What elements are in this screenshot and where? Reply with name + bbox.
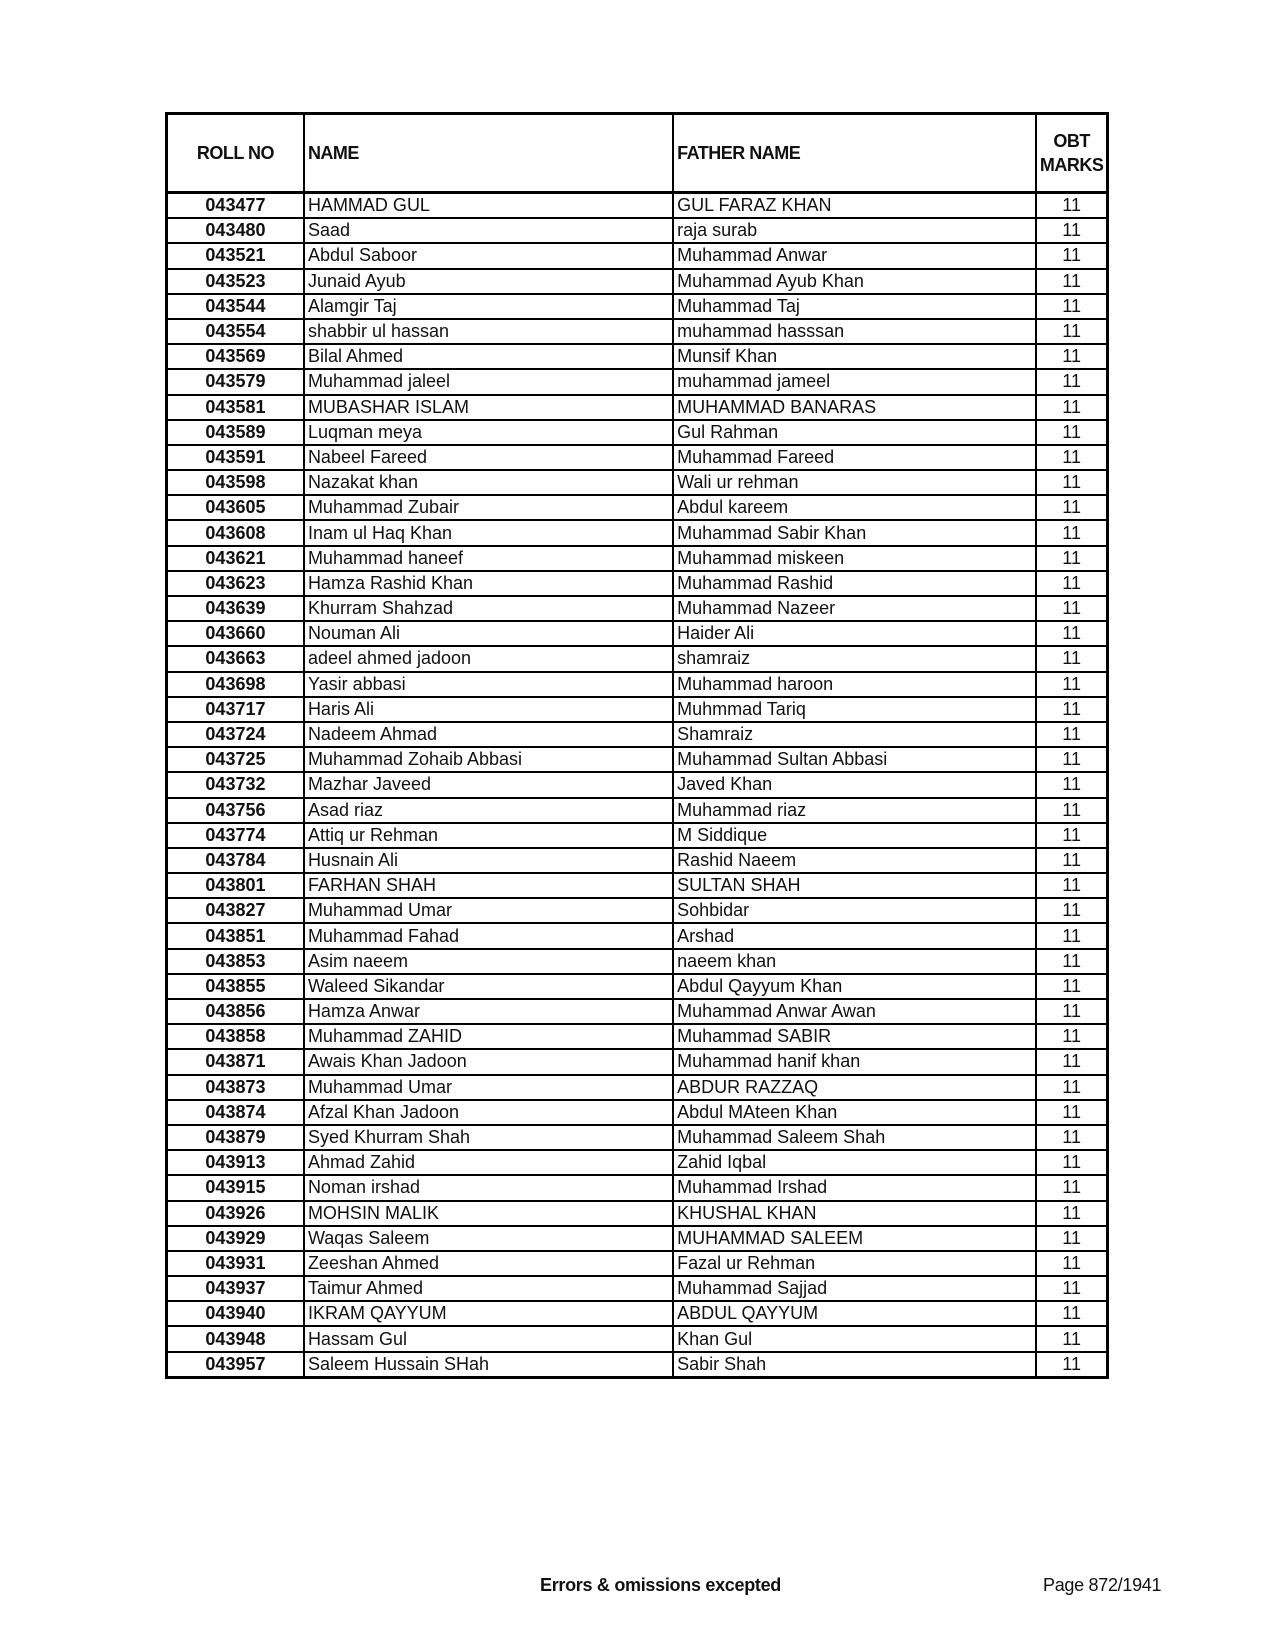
name-cell: Inam ul Haq Khan [304, 520, 673, 545]
roll-no-cell: 043477 [167, 193, 304, 219]
table-row [167, 1326, 1108, 1351]
table-row [167, 873, 1108, 898]
name-cell: Luqman meya [304, 420, 673, 445]
father-name-cell: Muhammad riaz [673, 798, 1036, 823]
name-cell: Muhammad Fahad [304, 923, 673, 948]
father-name-cell: muhammad hasssan [673, 319, 1036, 344]
obt-marks-cell: 11 [1036, 470, 1107, 495]
roll-no-cell: 043756 [167, 798, 304, 823]
table-row [167, 1276, 1108, 1301]
obt-marks-cell: 11 [1036, 949, 1107, 974]
father-name-cell: Muhammad miskeen [673, 546, 1036, 571]
table-row [167, 546, 1108, 571]
roll-no-cell: 043853 [167, 949, 304, 974]
obt-marks-cell: 11 [1036, 596, 1107, 621]
father-name-cell: Muhammad Sabir Khan [673, 520, 1036, 545]
father-name-cell: Zahid Iqbal [673, 1150, 1036, 1175]
obt-marks-cell: 11 [1036, 445, 1107, 470]
obt-marks-cell: 11 [1036, 823, 1107, 848]
name-cell: Muhammad Zubair [304, 495, 673, 520]
table-row [167, 1049, 1108, 1074]
roll-no-cell: 043544 [167, 294, 304, 319]
father-name-cell: Muhammad haroon [673, 672, 1036, 697]
roll-no-cell: 043589 [167, 420, 304, 445]
father-name-cell: Muhammad Anwar [673, 243, 1036, 268]
name-cell: Hassam Gul [304, 1326, 673, 1351]
obt-marks-cell: 11 [1036, 369, 1107, 394]
table-row [167, 1352, 1108, 1378]
header-obt-marks [1036, 114, 1107, 193]
obt-marks-cell: 11 [1036, 1201, 1107, 1226]
table-row [167, 923, 1108, 948]
table-row [167, 520, 1108, 545]
roll-no-cell: 043608 [167, 520, 304, 545]
table-row [167, 1226, 1108, 1251]
roll-no-cell: 043931 [167, 1251, 304, 1276]
table-row [167, 1075, 1108, 1100]
father-name-cell: KHUSHAL KHAN [673, 1201, 1036, 1226]
name-cell: Muhammad haneef [304, 546, 673, 571]
obt-marks-cell: 11 [1036, 395, 1107, 420]
obt-marks-cell: 11 [1036, 646, 1107, 671]
table-row [167, 823, 1108, 848]
obt-marks-cell: 11 [1036, 1150, 1107, 1175]
table-row [167, 798, 1108, 823]
roll-no-cell: 043663 [167, 646, 304, 671]
father-name-cell: GUL FARAZ KHAN [673, 193, 1036, 219]
obt-marks-cell: 11 [1036, 344, 1107, 369]
name-cell: Muhammad Umar [304, 898, 673, 923]
roll-no-cell: 043639 [167, 596, 304, 621]
table-row [167, 1125, 1108, 1150]
name-cell: Husnain Ali [304, 848, 673, 873]
father-name-cell: shamraiz [673, 646, 1036, 671]
father-name-cell: ABDUL QAYYUM [673, 1301, 1036, 1326]
father-name-cell: Muhammad Ayub Khan [673, 269, 1036, 294]
roll-no-cell: 043801 [167, 873, 304, 898]
roll-no-cell: 043858 [167, 1024, 304, 1049]
obt-marks-cell: 11 [1036, 1276, 1107, 1301]
table-row [167, 269, 1108, 294]
name-cell: Muhammad ZAHID [304, 1024, 673, 1049]
father-name-cell: raja surab [673, 218, 1036, 243]
obt-marks-cell: 11 [1036, 294, 1107, 319]
table-row [167, 1201, 1108, 1226]
obt-marks-cell: 11 [1036, 974, 1107, 999]
table-row [167, 294, 1108, 319]
name-cell: Bilal Ahmed [304, 344, 673, 369]
father-name-cell: Muhammad Rashid [673, 571, 1036, 596]
name-cell: Syed Khurram Shah [304, 1125, 673, 1150]
name-cell: Saad [304, 218, 673, 243]
name-cell: Muhammad Umar [304, 1075, 673, 1100]
father-name-cell: Arshad [673, 923, 1036, 948]
name-cell: Haris Ali [304, 697, 673, 722]
table-row [167, 218, 1108, 243]
obt-marks-cell: 11 [1036, 1125, 1107, 1150]
obt-marks-cell: 11 [1036, 520, 1107, 545]
roll-no-cell: 043621 [167, 546, 304, 571]
obt-marks-cell: 11 [1036, 621, 1107, 646]
roll-no-cell: 043698 [167, 672, 304, 697]
roll-no-cell: 043591 [167, 445, 304, 470]
name-cell: Junaid Ayub [304, 269, 673, 294]
name-cell: Noman irshad [304, 1175, 673, 1200]
father-name-cell: Sabir Shah [673, 1352, 1036, 1378]
obt-marks-cell: 11 [1036, 319, 1107, 344]
results-table [165, 112, 1109, 1379]
roll-no-cell: 043523 [167, 269, 304, 294]
father-name-cell: Muhammad Sajjad [673, 1276, 1036, 1301]
table-row [167, 722, 1108, 747]
roll-no-cell: 043717 [167, 697, 304, 722]
name-cell: Zeeshan Ahmed [304, 1251, 673, 1276]
roll-no-cell: 043915 [167, 1175, 304, 1200]
father-name-cell: Muhammad SABIR [673, 1024, 1036, 1049]
father-name-cell: Muhammad hanif khan [673, 1049, 1036, 1074]
roll-no-cell: 043874 [167, 1100, 304, 1125]
father-name-cell: Abdul Qayyum Khan [673, 974, 1036, 999]
obt-marks-cell: 11 [1036, 923, 1107, 948]
table-row [167, 319, 1108, 344]
obt-marks-cell: 11 [1036, 798, 1107, 823]
name-cell: Alamgir Taj [304, 294, 673, 319]
father-name-cell: Javed Khan [673, 772, 1036, 797]
name-cell: Taimur Ahmed [304, 1276, 673, 1301]
table-row [167, 344, 1108, 369]
father-name-cell: Rashid Naeem [673, 848, 1036, 873]
name-cell: Muhammad jaleel [304, 369, 673, 394]
roll-no-cell: 043725 [167, 747, 304, 772]
name-cell: Nabeel Fareed [304, 445, 673, 470]
obt-marks-cell: 11 [1036, 747, 1107, 772]
name-cell: Abdul Saboor [304, 243, 673, 268]
name-cell: adeel ahmed jadoon [304, 646, 673, 671]
footer-note: Errors & omissions excepted [540, 1575, 781, 1595]
table-row [167, 495, 1108, 520]
name-cell: Mazhar Javeed [304, 772, 673, 797]
father-name-cell: Muhammad Anwar Awan [673, 999, 1036, 1024]
obt-marks-cell: 11 [1036, 571, 1107, 596]
table-row [167, 772, 1108, 797]
obt-marks-cell: 11 [1036, 193, 1107, 219]
obt-marks-cell: 11 [1036, 672, 1107, 697]
roll-no-cell: 043581 [167, 395, 304, 420]
name-cell: Asim naeem [304, 949, 673, 974]
obt-marks-cell: 11 [1036, 495, 1107, 520]
name-cell: MOHSIN MALIK [304, 1201, 673, 1226]
table-row [167, 1175, 1108, 1200]
roll-no-cell: 043732 [167, 772, 304, 797]
obt-marks-cell: 11 [1036, 243, 1107, 268]
obt-marks-cell: 11 [1036, 269, 1107, 294]
father-name-cell: Fazal ur Rehman [673, 1251, 1036, 1276]
father-name-cell: SULTAN SHAH [673, 873, 1036, 898]
table-row [167, 672, 1108, 697]
obt-marks-cell: 11 [1036, 1226, 1107, 1251]
father-name-cell: Muhammad Irshad [673, 1175, 1036, 1200]
name-cell: Nadeem Ahmad [304, 722, 673, 747]
roll-no-cell: 043660 [167, 621, 304, 646]
name-cell: Waleed Sikandar [304, 974, 673, 999]
table-row [167, 621, 1108, 646]
table-row [167, 999, 1108, 1024]
name-cell: Afzal Khan Jadoon [304, 1100, 673, 1125]
table-row [167, 596, 1108, 621]
father-name-cell: Muhammad Saleem Shah [673, 1125, 1036, 1150]
name-cell: Hamza Anwar [304, 999, 673, 1024]
header-name: NAME [304, 114, 673, 193]
obt-marks-cell: 11 [1036, 1301, 1107, 1326]
table-row [167, 571, 1108, 596]
obt-marks-cell: 11 [1036, 1352, 1107, 1378]
obt-marks-cell: 11 [1036, 873, 1107, 898]
father-name-cell: M Siddique [673, 823, 1036, 848]
table-row [167, 697, 1108, 722]
table-row [167, 848, 1108, 873]
father-name-cell: Muhammad Sultan Abbasi [673, 747, 1036, 772]
name-cell: Asad riaz [304, 798, 673, 823]
header-roll-no: ROLL NO [167, 114, 304, 193]
roll-no-cell: 043598 [167, 470, 304, 495]
father-name-cell: Muhammad Fareed [673, 445, 1036, 470]
table-row [167, 974, 1108, 999]
father-name-cell: Haider Ali [673, 621, 1036, 646]
name-cell: Khurram Shahzad [304, 596, 673, 621]
header-row [167, 114, 1108, 193]
roll-no-cell: 043623 [167, 571, 304, 596]
page-number: Page 872/1941 [1043, 1575, 1162, 1595]
table-row [167, 243, 1108, 268]
roll-no-cell: 043554 [167, 319, 304, 344]
obt-marks-cell: 11 [1036, 1100, 1107, 1125]
roll-no-cell: 043873 [167, 1075, 304, 1100]
table-row [167, 369, 1108, 394]
header-father-name: FATHER NAME [673, 114, 1036, 193]
table-header [167, 114, 1108, 193]
father-name-cell: Abdul MAteen Khan [673, 1100, 1036, 1125]
roll-no-cell: 043521 [167, 243, 304, 268]
roll-no-cell: 043957 [167, 1352, 304, 1378]
roll-no-cell: 043579 [167, 369, 304, 394]
obt-marks-cell: 11 [1036, 722, 1107, 747]
roll-no-cell: 043827 [167, 898, 304, 923]
obt-marks-cell: 11 [1036, 420, 1107, 445]
roll-no-cell: 043851 [167, 923, 304, 948]
roll-no-cell: 043871 [167, 1049, 304, 1074]
obt-marks-cell: 11 [1036, 898, 1107, 923]
roll-no-cell: 043724 [167, 722, 304, 747]
obt-marks-cell: 11 [1036, 697, 1107, 722]
name-cell: Waqas Saleem [304, 1226, 673, 1251]
father-name-cell: Khan Gul [673, 1326, 1036, 1351]
table-row [167, 1150, 1108, 1175]
roll-no-cell: 043784 [167, 848, 304, 873]
father-name-cell: Wali ur rehman [673, 470, 1036, 495]
name-cell: Ahmad Zahid [304, 1150, 673, 1175]
table-row [167, 1100, 1108, 1125]
obt-marks-cell: 11 [1036, 848, 1107, 873]
father-name-cell: Sohbidar [673, 898, 1036, 923]
roll-no-cell: 043856 [167, 999, 304, 1024]
table-row [167, 193, 1108, 219]
father-name-cell: ABDUR RAZZAQ [673, 1075, 1036, 1100]
table-row [167, 420, 1108, 445]
table-row [167, 1251, 1108, 1276]
roll-no-cell: 043879 [167, 1125, 304, 1150]
roll-no-cell: 043913 [167, 1150, 304, 1175]
roll-no-cell: 043926 [167, 1201, 304, 1226]
name-cell: MUBASHAR ISLAM [304, 395, 673, 420]
obt-marks-cell: 11 [1036, 1024, 1107, 1049]
header-obt-marks-line2: MARKS [1039, 155, 1104, 175]
roll-no-cell: 043480 [167, 218, 304, 243]
obt-marks-cell: 11 [1036, 999, 1107, 1024]
roll-no-cell: 043569 [167, 344, 304, 369]
table-row [167, 747, 1108, 772]
name-cell: Hamza Rashid Khan [304, 571, 673, 596]
obt-marks-cell: 11 [1036, 1251, 1107, 1276]
name-cell: Muhammad Zohaib Abbasi [304, 747, 673, 772]
father-name-cell: Muhammad Taj [673, 294, 1036, 319]
name-cell: FARHAN SHAH [304, 873, 673, 898]
obt-marks-cell: 11 [1036, 1075, 1107, 1100]
header-obt-marks-line1: OBT [1053, 131, 1090, 151]
table-row [167, 395, 1108, 420]
table-row [167, 898, 1108, 923]
roll-no-cell: 043940 [167, 1301, 304, 1326]
obt-marks-cell: 11 [1036, 218, 1107, 243]
father-name-cell: Shamraiz [673, 722, 1036, 747]
name-cell: Saleem Hussain SHah [304, 1352, 673, 1378]
roll-no-cell: 043937 [167, 1276, 304, 1301]
name-cell: HAMMAD GUL [304, 193, 673, 219]
name-cell: IKRAM QAYYUM [304, 1301, 673, 1326]
table-row [167, 470, 1108, 495]
obt-marks-cell: 11 [1036, 1175, 1107, 1200]
roll-no-cell: 043774 [167, 823, 304, 848]
father-name-cell: Gul Rahman [673, 420, 1036, 445]
table-row [167, 445, 1108, 470]
roll-no-cell: 043929 [167, 1226, 304, 1251]
table-row [167, 646, 1108, 671]
name-cell: Nazakat khan [304, 470, 673, 495]
father-name-cell: naeem khan [673, 949, 1036, 974]
roll-no-cell: 043948 [167, 1326, 304, 1351]
father-name-cell: Muhammad Nazeer [673, 596, 1036, 621]
roll-no-cell: 043605 [167, 495, 304, 520]
father-name-cell: muhammad jameel [673, 369, 1036, 394]
table-row [167, 1024, 1108, 1049]
name-cell: Yasir abbasi [304, 672, 673, 697]
father-name-cell: Muhmmad Tariq [673, 697, 1036, 722]
name-cell: Attiq ur Rehman [304, 823, 673, 848]
father-name-cell: Munsif Khan [673, 344, 1036, 369]
name-cell: shabbir ul hassan [304, 319, 673, 344]
father-name-cell: Abdul kareem [673, 495, 1036, 520]
name-cell: Nouman Ali [304, 621, 673, 646]
father-name-cell: MUHAMMAD SALEEM [673, 1226, 1036, 1251]
table-row [167, 1301, 1108, 1326]
obt-marks-cell: 11 [1036, 546, 1107, 571]
table-body [167, 193, 1108, 1378]
father-name-cell: MUHAMMAD BANARAS [673, 395, 1036, 420]
obt-marks-cell: 11 [1036, 772, 1107, 797]
table-row [167, 949, 1108, 974]
obt-marks-cell: 11 [1036, 1049, 1107, 1074]
name-cell: Awais Khan Jadoon [304, 1049, 673, 1074]
roll-no-cell: 043855 [167, 974, 304, 999]
obt-marks-cell: 11 [1036, 1326, 1107, 1351]
